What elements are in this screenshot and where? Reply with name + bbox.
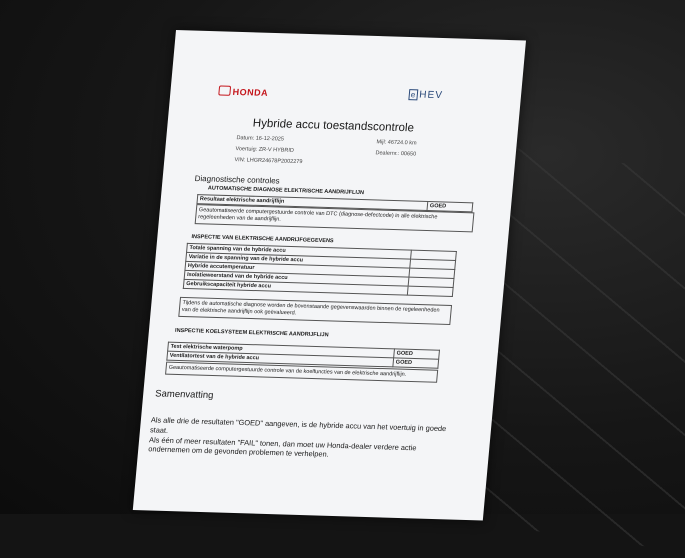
report-sheet — [133, 30, 526, 521]
row-label: Isolatieweerstand van de hybride accu — [184, 270, 409, 286]
ehev-logo — [408, 89, 443, 101]
diagnostics-heading: Diagnostische controles — [194, 173, 281, 186]
inspectie-note: Tijdens de automatische diagnose worden de bovenstaande gegevenswaarden binnen de regeleenheden van de elektrische aandrijflijn ook geëvalueerd. — [178, 297, 452, 325]
honda-h-icon — [218, 85, 231, 95]
meta-mijl: Mijl: 46724.0 km — [376, 139, 417, 147]
ehev-badge-text: HEV — [418, 89, 444, 102]
auto-diagnose-heading: AUTOMATISCHE DIAGNOSE ELEKTRISCHE AANDRIJFLIJN — [207, 185, 365, 197]
row-label: Variatie in de spanning van de hybride accu — [186, 252, 411, 268]
summary-line-1: Als alle drie de resultaten "GOED" aangeven, is de hybride accu van het voertuig in goede staat. — [149, 415, 447, 435]
row-label: Test elektrische waterpomp — [168, 342, 395, 358]
row-label: Gebruikscapaciteit hybride accu — [183, 279, 408, 295]
summary-heading: Samenvatting — [154, 388, 214, 402]
ehev-badge-box: e — [408, 89, 418, 100]
row-value: GOED — [427, 201, 473, 211]
meta-voertuig: Voertuig: ZR-V HYBRID — [235, 146, 295, 154]
brand-text: HONDA — [232, 86, 269, 98]
row-value: GOED — [394, 349, 440, 359]
row-label: Resultaat elektrische aandrijflijn — [197, 195, 428, 211]
auto-diagnose-note: Geautomatiseerde computergestuurde controle van DTC (diagnose-defectcode) in alle elektrische regeleenheden van de aandrijflijn. — [195, 204, 475, 232]
inspectie-heading: INSPECTIE VAN ELEKTRISCHE AANDRIJFGEGEVENS — [191, 234, 334, 245]
row-label: Hybride accutemperatuur — [185, 261, 410, 277]
inspectie-table — [183, 243, 457, 297]
row-value — [407, 286, 453, 296]
meta-datum: Datum: 16-12-2025 — [236, 135, 285, 143]
honda-logo — [218, 85, 268, 97]
row-label: Totale spanning van de hybride accu — [187, 243, 412, 259]
meta-dealer: Dealernr.: 00650 — [375, 150, 417, 158]
row-value: GOED — [393, 358, 439, 368]
summary-line-2: Als één of meer resultaten "FAIL" tonen, dan moet uw Honda-dealer verdere actie ondernemen om de gevonden problemen te verhelpen. — [147, 434, 417, 460]
koelsysteem-note: Geautomatiseerde computergestuurde controle van de koelfuncties van de elektrische aandrijflijn. — [165, 362, 438, 383]
row-label: Ventilatortest van de hybride accu — [167, 351, 394, 367]
report-title: Hybride accu toestandscontrole — [252, 117, 415, 135]
koelsysteem-heading: INSPECTIE KOELSYSTEEM ELEKTRISCHE AANDRIJFLIJN — [174, 327, 329, 339]
summary-text — [148, 415, 452, 463]
meta-vin: VIN: LHGR24678P2002279 — [234, 157, 303, 166]
